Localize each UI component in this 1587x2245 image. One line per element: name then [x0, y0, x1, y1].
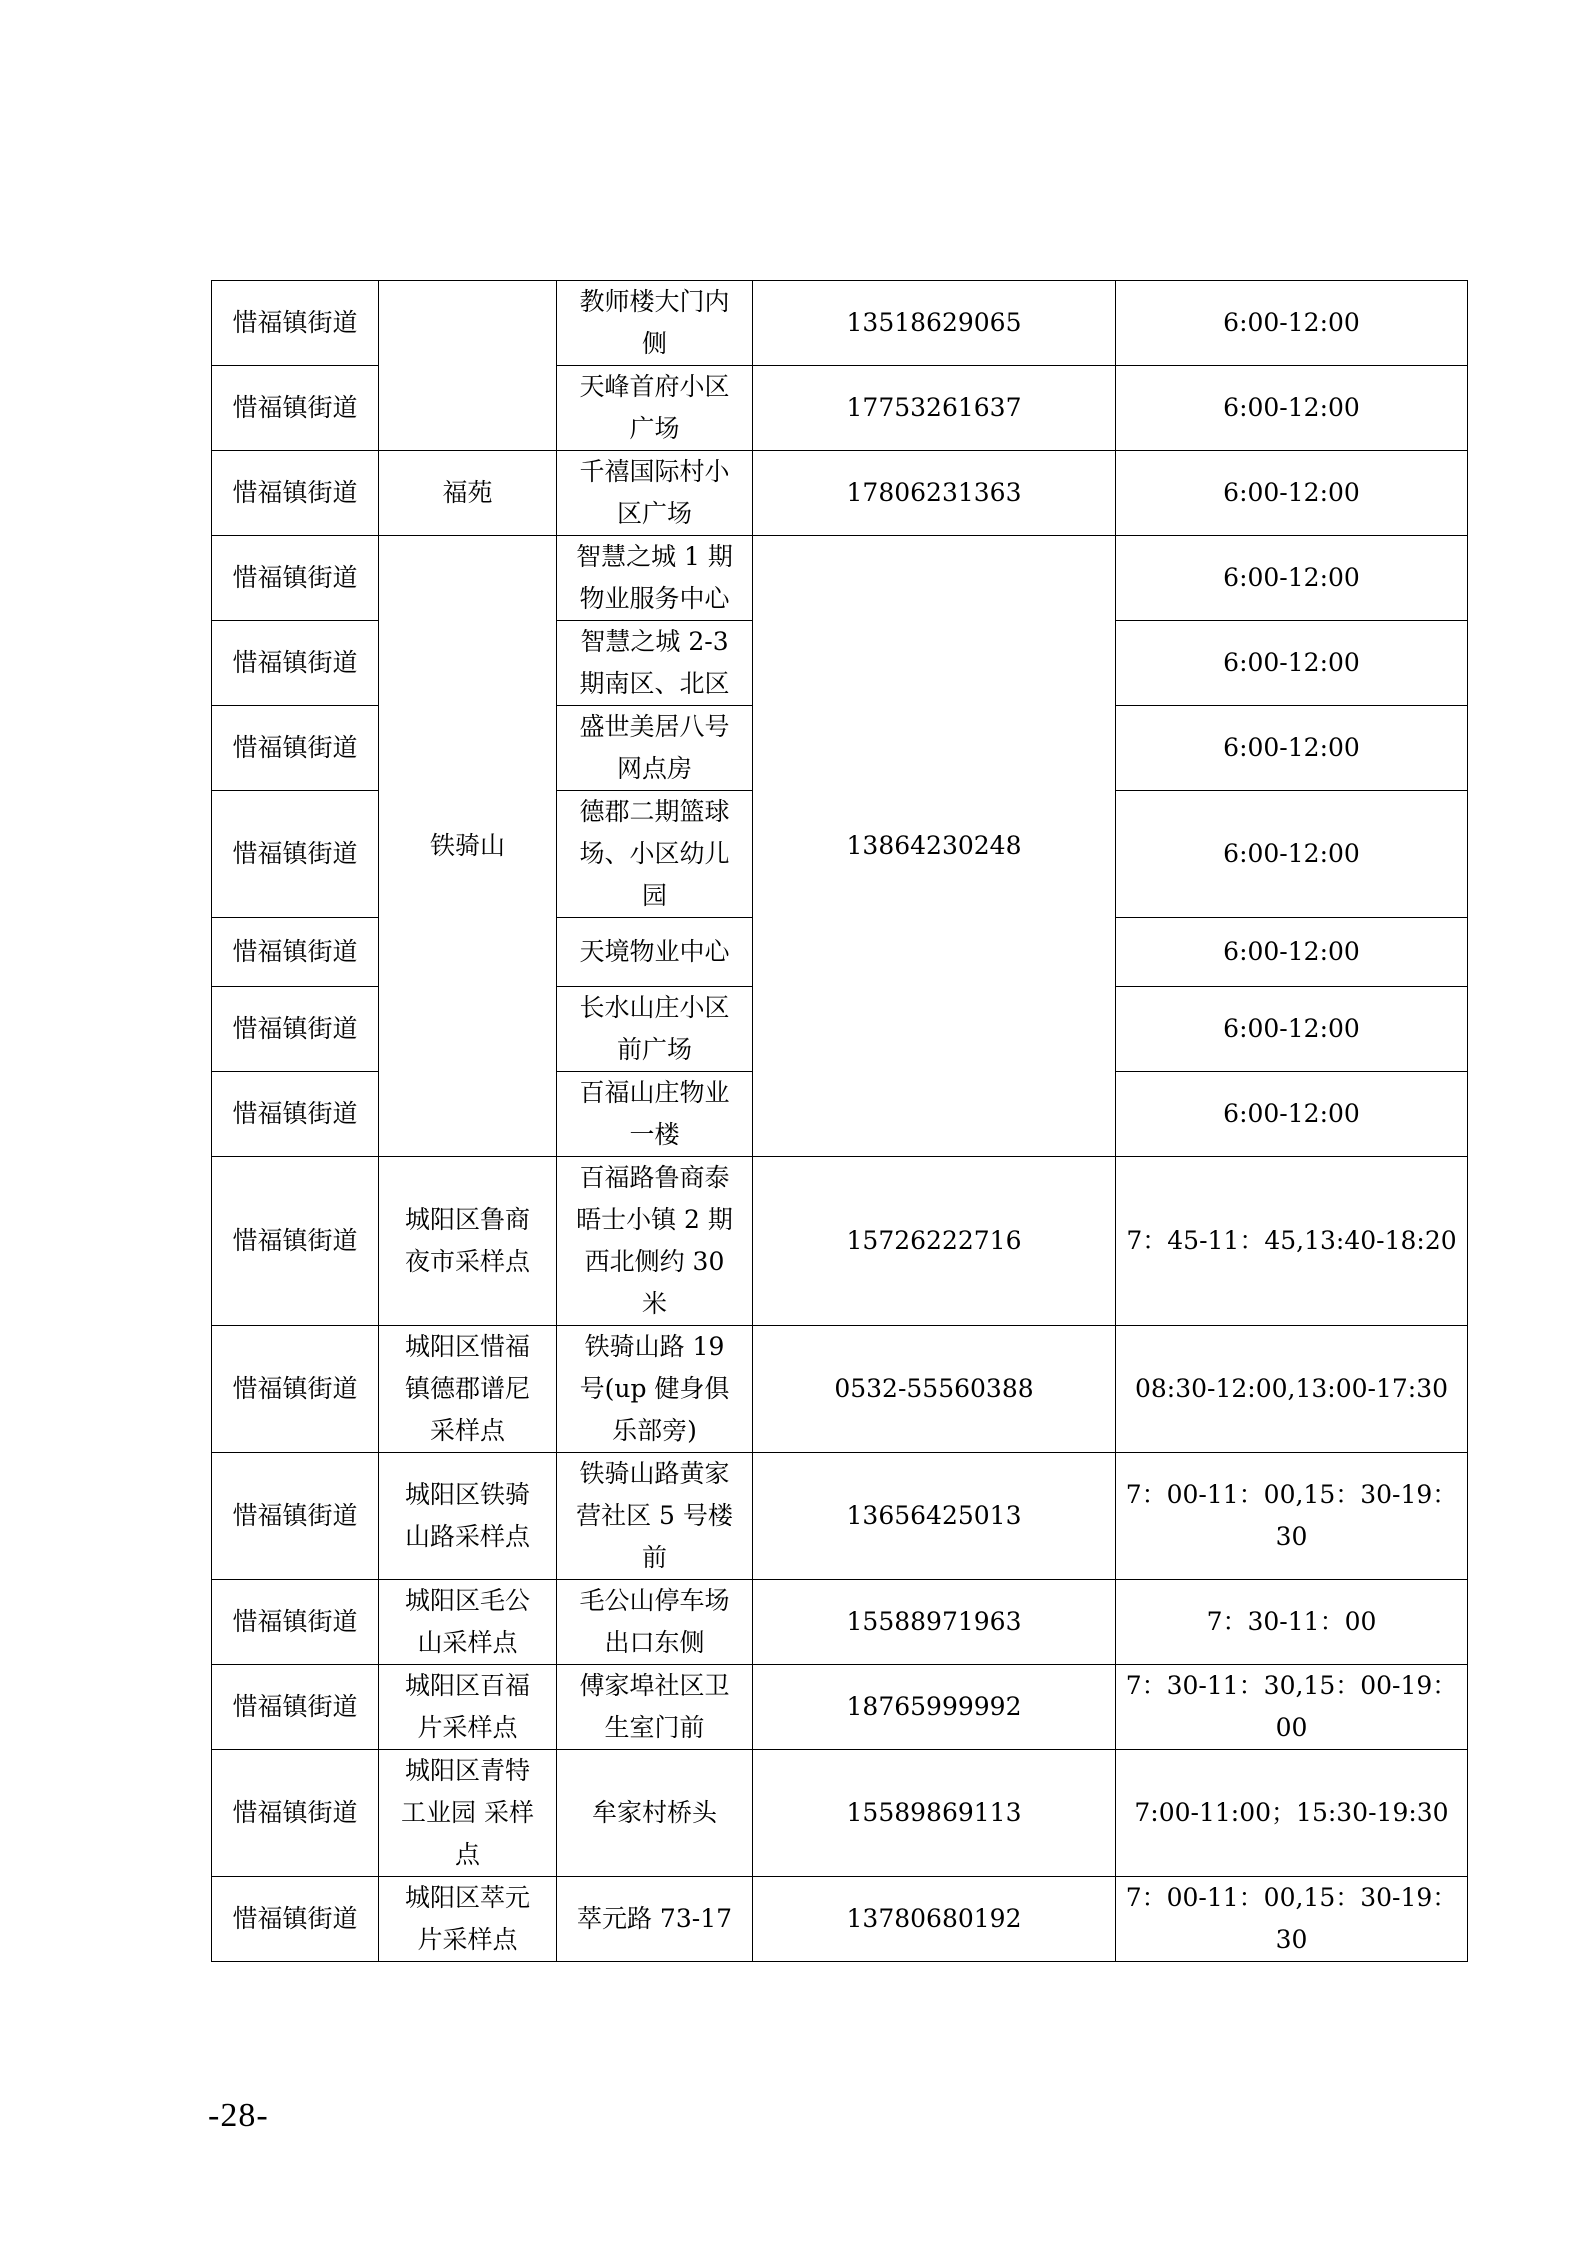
community-cell: 城阳区青特 工业园 采样 点: [379, 1750, 557, 1877]
street-cell: 惜福镇街道: [212, 1072, 379, 1157]
time-cell: 08:30-12:00,13:00-17:30: [1116, 1326, 1468, 1453]
time-cell: 7：00-11：00,15：30-19： 30: [1116, 1877, 1468, 1962]
community-cell: 城阳区鲁商 夜市采样点: [379, 1157, 557, 1326]
table-row: [212, 1453, 1468, 1580]
time-cell: 6:00-12:00: [1116, 706, 1468, 791]
street-cell: 惜福镇街道: [212, 1750, 379, 1877]
phone-cell: 13864230248: [753, 536, 1116, 1157]
time-cell: 7：00-11：00,15：30-19： 30: [1116, 1453, 1468, 1580]
site-cell: 天峰首府小区 广场: [557, 366, 753, 451]
site-cell: 德郡二期篮球 场、小区幼儿 园: [557, 791, 753, 918]
street-cell: 惜福镇街道: [212, 281, 379, 366]
street-cell: 惜福镇街道: [212, 1580, 379, 1665]
table-row: [212, 281, 1468, 366]
site-cell: 萃元路 73-17: [557, 1877, 753, 1962]
street-cell: 惜福镇街道: [212, 536, 379, 621]
community-cell: [379, 281, 557, 451]
street-cell: 惜福镇街道: [212, 1157, 379, 1326]
time-cell: 7：30-11：00: [1116, 1580, 1468, 1665]
community-cell: 城阳区惜福 镇德郡谱尼 采样点: [379, 1326, 557, 1453]
site-cell: 千禧国际村小 区广场: [557, 451, 753, 536]
table-row: [212, 1750, 1468, 1877]
site-cell: 百福山庄物业 一楼: [557, 1072, 753, 1157]
street-cell: 惜福镇街道: [212, 1453, 379, 1580]
community-cell: 城阳区萃元 片采样点: [379, 1877, 557, 1962]
street-cell: 惜福镇街道: [212, 1877, 379, 1962]
phone-cell: 17753261637: [753, 366, 1116, 451]
time-cell: 7：45-11：45,13:40-18:20: [1116, 1157, 1468, 1326]
community-cell: 城阳区铁骑 山路采样点: [379, 1453, 557, 1580]
community-cell: 福苑: [379, 451, 557, 536]
phone-cell: 15588971963: [753, 1580, 1116, 1665]
time-cell: 6:00-12:00: [1116, 918, 1468, 987]
street-cell: 惜福镇街道: [212, 366, 379, 451]
phone-cell: 13656425013: [753, 1453, 1116, 1580]
time-cell: 6:00-12:00: [1116, 621, 1468, 706]
time-cell: 6:00-12:00: [1116, 987, 1468, 1072]
page-number: -28-: [208, 2097, 269, 2134]
community-cell: 铁骑山: [379, 536, 557, 1157]
time-cell: 6:00-12:00: [1116, 791, 1468, 918]
site-cell: 教师楼大门内 侧: [557, 281, 753, 366]
time-cell: 6:00-12:00: [1116, 451, 1468, 536]
table-row: [212, 536, 1468, 621]
site-cell: 长水山庄小区 前广场: [557, 987, 753, 1072]
street-cell: 惜福镇街道: [212, 1665, 379, 1750]
street-cell: 惜福镇街道: [212, 451, 379, 536]
site-cell: 百福路鲁商泰 晤士小镇 2 期 西北侧约 30 米: [557, 1157, 753, 1326]
site-cell: 牟家村桥头: [557, 1750, 753, 1877]
table-row: [212, 1665, 1468, 1750]
table-row: [212, 1157, 1468, 1326]
street-cell: 惜福镇街道: [212, 791, 379, 918]
site-cell: 智慧之城 2-3 期南区、北区: [557, 621, 753, 706]
time-cell: 6:00-12:00: [1116, 366, 1468, 451]
phone-cell: 17806231363: [753, 451, 1116, 536]
phone-cell: 13780680192: [753, 1877, 1116, 1962]
time-cell: 6:00-12:00: [1116, 1072, 1468, 1157]
phone-cell: 13518629065: [753, 281, 1116, 366]
table-row: [212, 1877, 1468, 1962]
time-cell: 7:00-11:00；15:30-19:30: [1116, 1750, 1468, 1877]
sampling-site-table: [211, 280, 1468, 1962]
table-row: [212, 1326, 1468, 1453]
community-cell: 城阳区百福 片采样点: [379, 1665, 557, 1750]
time-cell: 7：30-11：30,15：00-19： 00: [1116, 1665, 1468, 1750]
street-cell: 惜福镇街道: [212, 706, 379, 791]
phone-cell: 0532-55560388: [753, 1326, 1116, 1453]
time-cell: 6:00-12:00: [1116, 281, 1468, 366]
site-cell: 傅家埠社区卫 生室门前: [557, 1665, 753, 1750]
street-cell: 惜福镇街道: [212, 1326, 379, 1453]
site-cell: 天境物业中心: [557, 918, 753, 987]
table-row: [212, 451, 1468, 536]
site-cell: 智慧之城 1 期 物业服务中心: [557, 536, 753, 621]
street-cell: 惜福镇街道: [212, 621, 379, 706]
street-cell: 惜福镇街道: [212, 918, 379, 987]
phone-cell: 18765999992: [753, 1665, 1116, 1750]
street-cell: 惜福镇街道: [212, 987, 379, 1072]
site-cell: 盛世美居八号 网点房: [557, 706, 753, 791]
table-row: [212, 1580, 1468, 1665]
site-cell: 毛公山停车场 出口东侧: [557, 1580, 753, 1665]
phone-cell: 15726222716: [753, 1157, 1116, 1326]
community-cell: 城阳区毛公 山采样点: [379, 1580, 557, 1665]
time-cell: 6:00-12:00: [1116, 536, 1468, 621]
phone-cell: 15589869113: [753, 1750, 1116, 1877]
site-cell: 铁骑山路 19 号(up 健身俱 乐部旁): [557, 1326, 753, 1453]
site-cell: 铁骑山路黄家 营社区 5 号楼 前: [557, 1453, 753, 1580]
